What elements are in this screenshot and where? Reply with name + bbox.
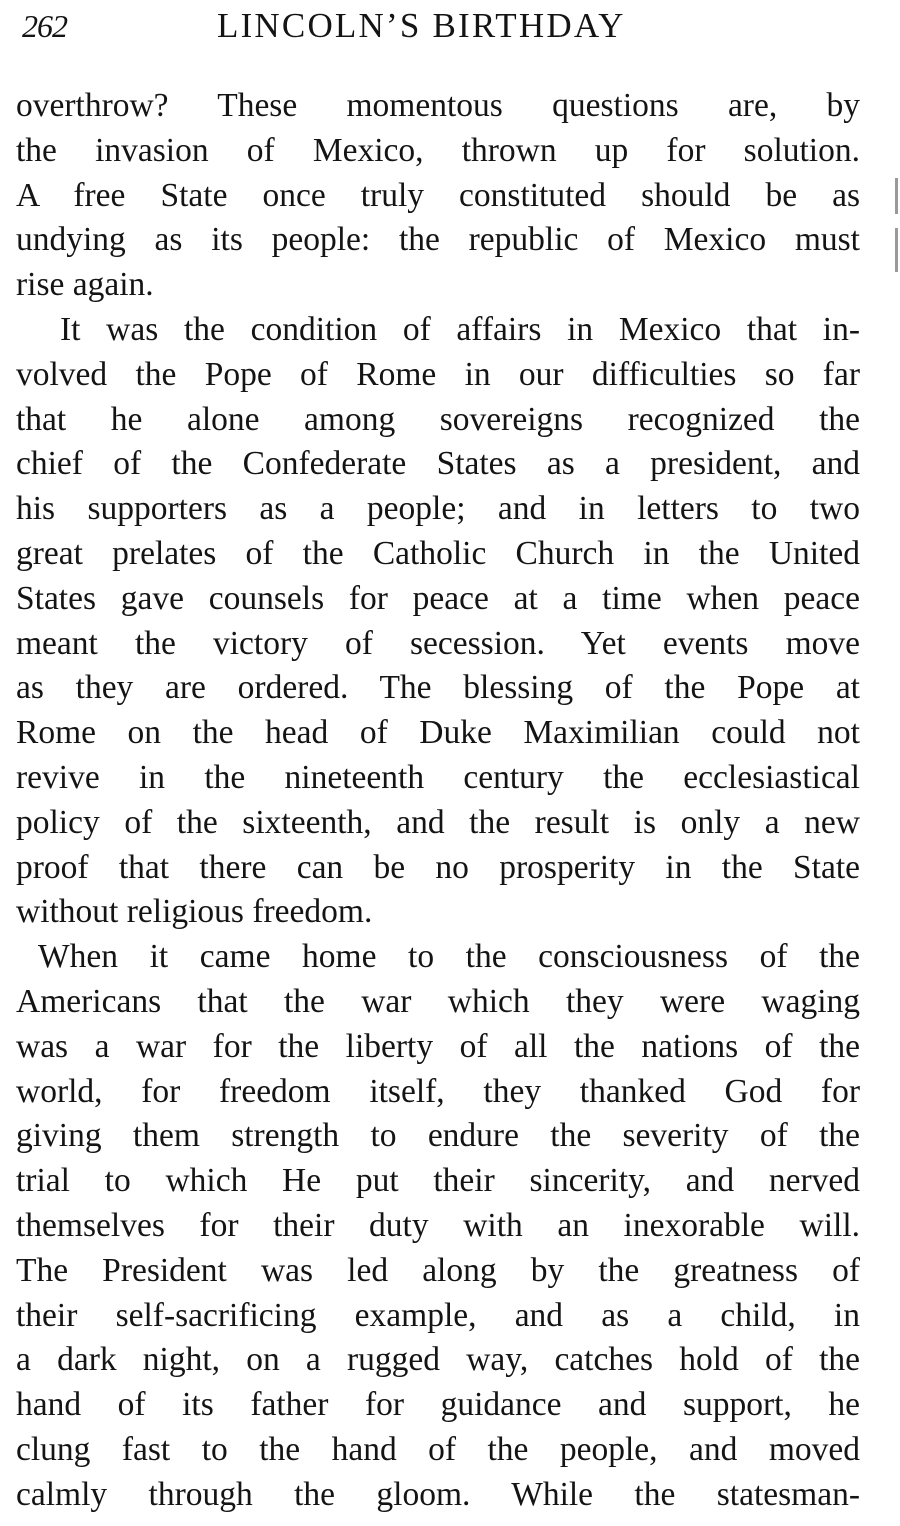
text-line: revive in the nineteenth century the ecclesiastical xyxy=(16,758,860,796)
text-line: as they are ordered. The blessing of the Pope at xyxy=(16,669,860,707)
text-line: proof that there can be no prosperity in the State xyxy=(16,848,860,886)
paragraph-3 xyxy=(16,935,860,1517)
page-number: 262 xyxy=(22,8,67,44)
text-line: It was the condition of affairs in Mexico that in- xyxy=(60,310,860,348)
text-line: The President was led along by the greatness of xyxy=(16,1251,860,1289)
text-line: their self-sacrificing example, and as a child, in xyxy=(16,1296,860,1334)
text-line: States gave counsels for peace at a time when peace xyxy=(16,579,860,617)
text-line: undying as its people: the republic of Mexico must xyxy=(16,221,860,259)
text-line: policy of the sixteenth, and the result is only a new xyxy=(16,803,860,841)
text-line: clung fast to the hand of the people, and moved xyxy=(16,1430,860,1468)
text-line: rise again. xyxy=(16,266,154,304)
paragraph-2 xyxy=(16,308,860,935)
text-line: Americans that the war which they were waging xyxy=(16,982,860,1020)
text-line: meant the victory of secession. Yet events move xyxy=(16,624,860,662)
text-line: Rome on the head of Duke Maximilian could not xyxy=(16,714,860,752)
text-line: overthrow? These momentous questions are, by xyxy=(16,87,860,124)
text-line: giving them strength to endure the severity of the xyxy=(16,1117,860,1155)
text-line: A free State once truly constituted should be as xyxy=(16,176,860,214)
text-line: trial to which He put their sincerity, and nerved xyxy=(16,1162,860,1200)
text-line: chief of the Confederate States as a president, and xyxy=(16,445,860,483)
text-line: great prelates of the Catholic Church in the United xyxy=(16,534,860,572)
text-line: a dark night, on a rugged way, catches hold of the xyxy=(16,1341,860,1379)
text-line: hand of its father for guidance and support, he xyxy=(16,1386,860,1424)
text-line: the invasion of Mexico, thrown up for solution. xyxy=(16,131,860,169)
scan-margin-mark xyxy=(895,178,898,214)
text-line: When it came home to the consciousness of the xyxy=(38,938,860,976)
text-line: was a war for the liberty of all the nations of the xyxy=(16,1027,860,1065)
text-line: volved the Pope of Rome in our difficulties so far xyxy=(16,355,860,393)
text-line: themselves for their duty with an inexorable will. xyxy=(16,1206,860,1244)
body-text xyxy=(16,84,860,1518)
page-header xyxy=(22,2,862,50)
text-line: world, for freedom itself, they thanked God for xyxy=(16,1072,860,1110)
text-line: without religious freedom. xyxy=(16,893,373,931)
text-line: calmly through the gloom. While the statesman- xyxy=(16,1475,860,1513)
text-line: that he alone among sovereigns recognized the xyxy=(16,400,860,438)
running-head: LINCOLN’S BIRTHDAY xyxy=(217,6,626,45)
text-line: his supporters as a people; and in letters to two xyxy=(16,490,860,528)
scan-margin-mark xyxy=(895,228,898,272)
paragraph-1 xyxy=(16,84,860,308)
